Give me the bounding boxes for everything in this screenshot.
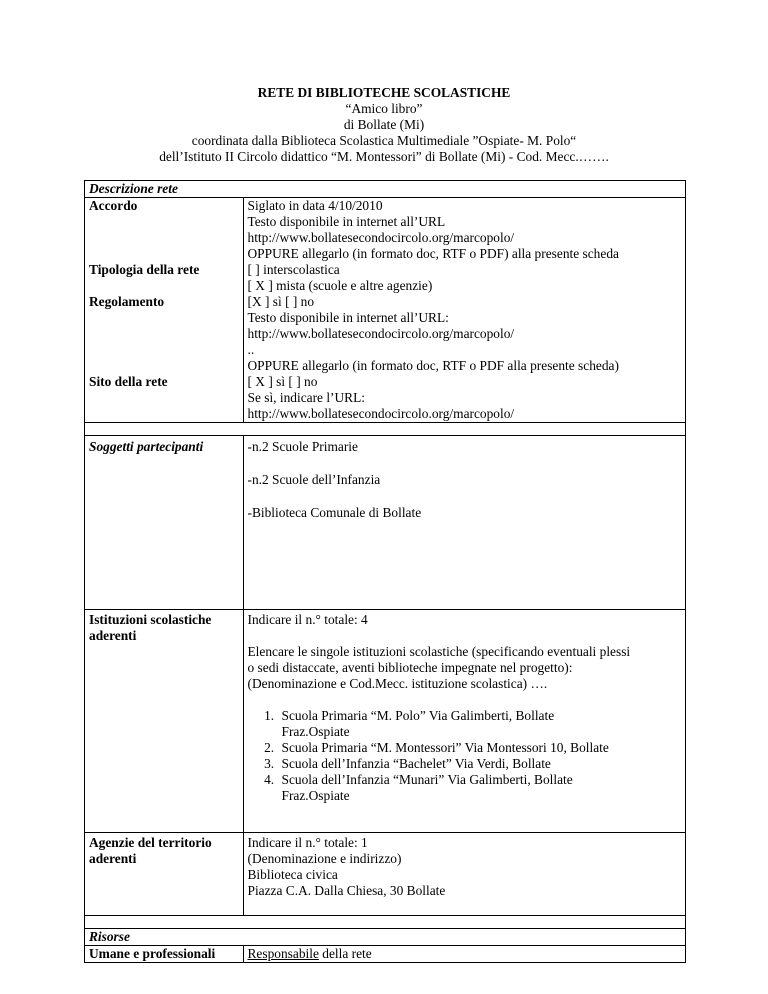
regolamento-choice: [X ] sì [ ] no [247,294,315,309]
row-accordo-block [85,198,686,423]
soggetti-item: -Biblioteca Comunale di Bollate [247,505,422,520]
regolamento-line: Testo disponibile in internet all’URL: [247,310,449,325]
row-umane [85,946,686,963]
institute-line: dell’Istituto II Circolo didattico “M. Montessori” di Bollate (Mi) - Cod. Mecc.……. [159,149,609,164]
responsabile-rest: della rete [318,946,372,961]
agenzie-line: Indicare il n.° totale: 1 [247,835,368,850]
school-item: 2. Scuola Primaria “M. Montessori” Via Montessori 10, Bollate [278,740,682,756]
sito-choice: [ X ] sì [ ] no [247,374,318,389]
row-istituzioni [85,610,686,833]
label-accordo: Accordo [89,198,138,213]
regolamento-line: OPPURE allegarlo (in formato doc, RTF o PDF alla presente scheda) [247,358,619,373]
regolamento-url: http://www.bollatesecondocircolo.org/marcopolo/ [247,326,515,341]
label-istituzioni-2: aderenti [89,628,137,643]
istituzioni-elenco: (Denominazione e Cod.Mecc. istituzione scolastica) …. [247,676,548,691]
responsabile-underlined: Responsabile [247,946,319,961]
istituzioni-elenco: o sedi distaccate, aventi biblioteche impegnate nel progetto): [247,660,573,675]
sito-url: http://www.bollatesecondocircolo.org/marcopolo/ [247,406,515,421]
responsabile-line [248,946,682,962]
soggetti-item: -n.2 Scuole dell’Infanzia [247,472,381,487]
accordo-line: OPPURE allegarlo (in formato doc, RTF o PDF) alla presente scheda [247,246,619,261]
sito-line: Se sì, indicare l’URL: [247,390,366,405]
tipologia-option: [ X ] mista (scuole e altre agenzie) [247,278,433,293]
section-row-risorse [85,929,686,946]
tipologia-option: [ ] interscolastica [247,262,340,277]
label-agenzie-2: aderenti [89,851,137,866]
label-regolamento: Regolamento [89,294,165,309]
accordo-line: Siglato in data 4/10/2010 [247,198,383,213]
label-istituzioni: Istituzioni scolastiche [89,612,212,627]
accordo-url: http://www.bollatesecondocircolo.org/marcopolo/ [247,230,515,245]
agenzie-line: Biblioteca civica [247,867,338,882]
network-name: “Amico libro” [345,101,423,116]
label-tipologia: Tipologia della rete [89,262,200,277]
section-title-risorse: Risorse [89,929,130,944]
regolamento-line: .. [247,342,255,357]
label-umane: Umane e professionali [89,946,216,961]
row-soggetti [85,436,686,610]
school-item: 4. Scuola dell’Infanzia “Munari” Via Galimberti, Bollate Fraz.Ospiate [278,772,682,804]
school-item: 1. Scuola Primaria “M. Polo” Via Galimberti, Bollate Fraz.Ospiate [278,708,682,740]
document-header [0,85,768,165]
label-sito: Sito della rete [89,374,168,389]
document-title: RETE DI BIBLIOTECHE SCOLASTICHE [257,85,511,100]
label-soggetti: Soggetti partecipanti [89,439,204,454]
agenzie-line: (Denominazione e indirizzo) [247,851,402,866]
istituzioni-totale: Indicare il n.° totale: 4 [247,612,368,627]
soggetti-item: -n.2 Scuole Primarie [247,439,358,454]
label-agenzie: Agenzie del territorio [89,835,212,850]
schools-list [248,708,682,804]
network-form-table [84,180,686,963]
accordo-line: Testo disponibile in internet all’URL [247,214,446,229]
section-row-descrizione [85,181,686,198]
section-title-descrizione: Descrizione rete [89,181,178,196]
istituzioni-elenco: Elencare le singole istituzioni scolastiche (specificando eventuali plessi [247,644,631,659]
school-item: 3. Scuola dell’Infanzia “Bachelet” Via Verdi, Bollate [278,756,682,772]
network-place: di Bollate (Mi) [343,117,425,132]
coordinating-library: coordinata dalla Biblioteca Scolastica Multimediale ”Ospiate- M. Polo“ [191,133,577,148]
row-agenzie [85,833,686,916]
agenzie-line: Piazza C.A. Dalla Chiesa, 30 Bollate [247,883,446,898]
